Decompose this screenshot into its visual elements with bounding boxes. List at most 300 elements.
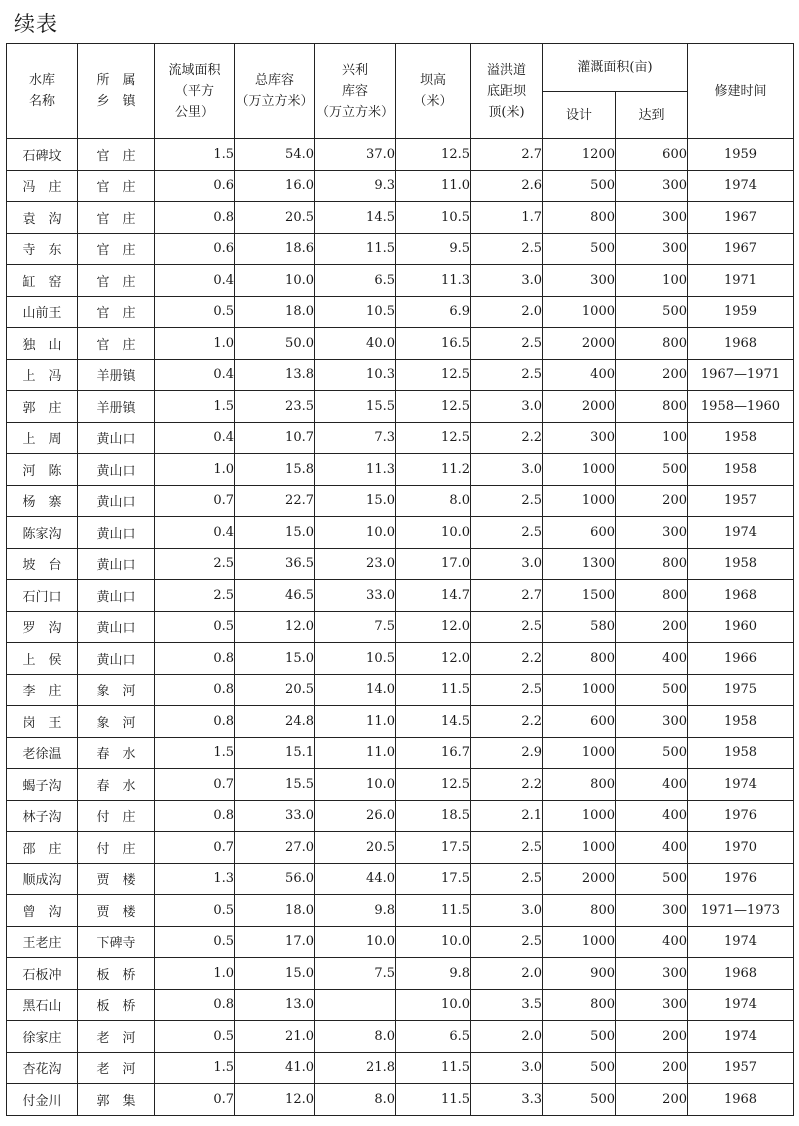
cell-reached: 300 xyxy=(616,233,688,265)
cell-dam-height: 14.5 xyxy=(396,706,471,738)
cell-reached: 100 xyxy=(616,265,688,297)
cell-spillway: 3.0 xyxy=(471,548,543,580)
cell-town: 板 桥 xyxy=(78,958,155,990)
header-name: 水库 名称 xyxy=(7,44,78,139)
table-row xyxy=(7,485,794,517)
cell-total-capacity: 18.6 xyxy=(235,233,315,265)
cell-reached: 400 xyxy=(616,769,688,801)
cell-basin-area: 2.5 xyxy=(155,580,235,612)
cell-town: 官 庄 xyxy=(78,233,155,265)
cell-spillway: 2.1 xyxy=(471,800,543,832)
cell-reached: 400 xyxy=(616,800,688,832)
cell-useful-capacity: 14.0 xyxy=(315,674,396,706)
table-row xyxy=(7,989,794,1021)
cell-dam-height: 6.5 xyxy=(396,1021,471,1053)
cell-basin-area: 0.6 xyxy=(155,170,235,202)
cell-useful-capacity xyxy=(315,989,396,1021)
cell-town: 老 河 xyxy=(78,1021,155,1053)
cell-name: 杨 寨 xyxy=(7,485,78,517)
cell-dam-height: 12.5 xyxy=(396,139,471,171)
cell-town: 官 庄 xyxy=(78,265,155,297)
table-row xyxy=(7,737,794,769)
cell-design: 1200 xyxy=(543,139,616,171)
cell-dam-height: 11.5 xyxy=(396,895,471,927)
cell-dam-height: 8.0 xyxy=(396,485,471,517)
cell-year: 1966 xyxy=(688,643,794,675)
cell-year: 1976 xyxy=(688,863,794,895)
cell-dam-height: 16.7 xyxy=(396,737,471,769)
cell-basin-area: 1.0 xyxy=(155,328,235,360)
cell-total-capacity: 54.0 xyxy=(235,139,315,171)
cell-name: 曾 沟 xyxy=(7,895,78,927)
cell-design: 300 xyxy=(543,265,616,297)
cell-year: 1967—1971 xyxy=(688,359,794,391)
cell-basin-area: 0.8 xyxy=(155,989,235,1021)
cell-reached: 200 xyxy=(616,485,688,517)
cell-basin-area: 1.5 xyxy=(155,391,235,423)
cell-town: 贾 楼 xyxy=(78,863,155,895)
cell-basin-area: 0.5 xyxy=(155,926,235,958)
cell-dam-height: 10.0 xyxy=(396,926,471,958)
cell-year: 1959 xyxy=(688,139,794,171)
table-row xyxy=(7,202,794,234)
reservoir-table xyxy=(6,43,794,1116)
cell-design: 1000 xyxy=(543,926,616,958)
cell-spillway: 2.5 xyxy=(471,674,543,706)
cell-town: 官 庄 xyxy=(78,202,155,234)
cell-dam-height: 11.2 xyxy=(396,454,471,486)
cell-name: 李 庄 xyxy=(7,674,78,706)
cell-year: 1957 xyxy=(688,485,794,517)
cell-design: 500 xyxy=(543,1084,616,1116)
cell-total-capacity: 15.5 xyxy=(235,769,315,801)
cell-reached: 100 xyxy=(616,422,688,454)
cell-town: 羊册镇 xyxy=(78,391,155,423)
cell-name: 独 山 xyxy=(7,328,78,360)
cell-name: 上 侯 xyxy=(7,643,78,675)
cell-reached: 200 xyxy=(616,1021,688,1053)
header-basin-area: 流域面积 （平方 公里） xyxy=(155,44,235,139)
cell-spillway: 2.5 xyxy=(471,517,543,549)
cell-design: 2000 xyxy=(543,391,616,423)
cell-town: 黄山口 xyxy=(78,454,155,486)
cell-year: 1968 xyxy=(688,580,794,612)
cell-basin-area: 0.5 xyxy=(155,296,235,328)
cell-useful-capacity: 37.0 xyxy=(315,139,396,171)
cell-dam-height: 17.5 xyxy=(396,832,471,864)
cell-dam-height: 10.0 xyxy=(396,517,471,549)
cell-spillway: 2.0 xyxy=(471,1021,543,1053)
cell-year: 1974 xyxy=(688,926,794,958)
cell-dam-height: 12.5 xyxy=(396,391,471,423)
cell-useful-capacity: 10.5 xyxy=(315,296,396,328)
cell-design: 800 xyxy=(543,989,616,1021)
cell-total-capacity: 16.0 xyxy=(235,170,315,202)
table-row xyxy=(7,233,794,265)
cell-spillway: 2.2 xyxy=(471,422,543,454)
cell-useful-capacity: 10.0 xyxy=(315,769,396,801)
cell-total-capacity: 41.0 xyxy=(235,1052,315,1084)
cell-basin-area: 0.8 xyxy=(155,800,235,832)
cell-useful-capacity: 10.5 xyxy=(315,643,396,675)
cell-design: 500 xyxy=(543,170,616,202)
cell-design: 800 xyxy=(543,202,616,234)
cell-spillway: 2.5 xyxy=(471,233,543,265)
header-year: 修建时间 xyxy=(688,44,794,139)
cell-total-capacity: 50.0 xyxy=(235,328,315,360)
table-row xyxy=(7,958,794,990)
cell-year: 1970 xyxy=(688,832,794,864)
cell-design: 1000 xyxy=(543,674,616,706)
cell-name: 山前王 xyxy=(7,296,78,328)
cell-dam-height: 10.5 xyxy=(396,202,471,234)
cell-year: 1958 xyxy=(688,422,794,454)
cell-dam-height: 6.9 xyxy=(396,296,471,328)
cell-total-capacity: 20.5 xyxy=(235,202,315,234)
cell-useful-capacity: 7.3 xyxy=(315,422,396,454)
cell-basin-area: 0.7 xyxy=(155,485,235,517)
cell-total-capacity: 15.0 xyxy=(235,517,315,549)
cell-spillway: 2.5 xyxy=(471,328,543,360)
header-total-capacity: 总库容 （万立方米） xyxy=(235,44,315,139)
header-dam-height: 坝高 （米） xyxy=(396,44,471,139)
cell-year: 1957 xyxy=(688,1052,794,1084)
cell-total-capacity: 12.0 xyxy=(235,1084,315,1116)
cell-reached: 400 xyxy=(616,832,688,864)
cell-year: 1976 xyxy=(688,800,794,832)
cell-design: 800 xyxy=(543,769,616,801)
cell-total-capacity: 22.7 xyxy=(235,485,315,517)
cell-year: 1958 xyxy=(688,548,794,580)
cell-reached: 500 xyxy=(616,737,688,769)
cell-reached: 800 xyxy=(616,580,688,612)
cell-basin-area: 1.0 xyxy=(155,958,235,990)
cell-design: 800 xyxy=(543,643,616,675)
cell-town: 黄山口 xyxy=(78,611,155,643)
cell-town: 象 河 xyxy=(78,706,155,738)
cell-design: 2000 xyxy=(543,863,616,895)
cell-town: 春 水 xyxy=(78,737,155,769)
cell-dam-height: 17.0 xyxy=(396,548,471,580)
table-row xyxy=(7,170,794,202)
cell-basin-area: 0.4 xyxy=(155,422,235,454)
cell-dam-height: 18.5 xyxy=(396,800,471,832)
cell-town: 黄山口 xyxy=(78,548,155,580)
cell-reached: 500 xyxy=(616,674,688,706)
cell-town: 黄山口 xyxy=(78,580,155,612)
cell-useful-capacity: 8.0 xyxy=(315,1021,396,1053)
cell-town: 羊册镇 xyxy=(78,359,155,391)
cell-name: 石板冲 xyxy=(7,958,78,990)
cell-spillway: 2.0 xyxy=(471,958,543,990)
cell-basin-area: 2.5 xyxy=(155,548,235,580)
cell-name: 上 周 xyxy=(7,422,78,454)
cell-useful-capacity: 11.0 xyxy=(315,706,396,738)
cell-useful-capacity: 20.5 xyxy=(315,832,396,864)
cell-spillway: 2.7 xyxy=(471,580,543,612)
cell-name: 坡 台 xyxy=(7,548,78,580)
cell-year: 1968 xyxy=(688,328,794,360)
cell-basin-area: 0.7 xyxy=(155,832,235,864)
cell-design: 1000 xyxy=(543,485,616,517)
cell-reached: 200 xyxy=(616,359,688,391)
cell-basin-area: 0.8 xyxy=(155,643,235,675)
cell-total-capacity: 17.0 xyxy=(235,926,315,958)
cell-basin-area: 1.0 xyxy=(155,454,235,486)
cell-year: 1968 xyxy=(688,958,794,990)
cell-design: 1000 xyxy=(543,800,616,832)
cell-reached: 500 xyxy=(616,296,688,328)
cell-design: 580 xyxy=(543,611,616,643)
cell-name: 老徐温 xyxy=(7,737,78,769)
cell-year: 1958 xyxy=(688,706,794,738)
cell-name: 林子沟 xyxy=(7,800,78,832)
cell-total-capacity: 20.5 xyxy=(235,674,315,706)
cell-basin-area: 0.4 xyxy=(155,359,235,391)
cell-name: 付金川 xyxy=(7,1084,78,1116)
cell-reached: 300 xyxy=(616,170,688,202)
cell-dam-height: 12.5 xyxy=(396,422,471,454)
cell-design: 600 xyxy=(543,706,616,738)
table-row xyxy=(7,580,794,612)
cell-useful-capacity: 10.3 xyxy=(315,359,396,391)
cell-town: 官 庄 xyxy=(78,328,155,360)
cell-useful-capacity: 8.0 xyxy=(315,1084,396,1116)
cell-name: 陈家沟 xyxy=(7,517,78,549)
cell-name: 蝎子沟 xyxy=(7,769,78,801)
cell-town: 象 河 xyxy=(78,674,155,706)
cell-total-capacity: 23.5 xyxy=(235,391,315,423)
cell-useful-capacity: 23.0 xyxy=(315,548,396,580)
table-row xyxy=(7,391,794,423)
cell-total-capacity: 46.5 xyxy=(235,580,315,612)
header-town: 所 属 乡 镇 xyxy=(78,44,155,139)
cell-town: 黄山口 xyxy=(78,485,155,517)
cell-spillway: 1.7 xyxy=(471,202,543,234)
cell-reached: 500 xyxy=(616,863,688,895)
cell-basin-area: 0.5 xyxy=(155,895,235,927)
cell-total-capacity: 18.0 xyxy=(235,296,315,328)
cell-design: 800 xyxy=(543,895,616,927)
cell-dam-height: 12.0 xyxy=(396,643,471,675)
cell-spillway: 3.3 xyxy=(471,1084,543,1116)
cell-total-capacity: 15.0 xyxy=(235,958,315,990)
cell-year: 1959 xyxy=(688,296,794,328)
cell-design: 1000 xyxy=(543,454,616,486)
table-row xyxy=(7,674,794,706)
cell-design: 1000 xyxy=(543,737,616,769)
cell-useful-capacity: 40.0 xyxy=(315,328,396,360)
table-row xyxy=(7,611,794,643)
cell-name: 杏花沟 xyxy=(7,1052,78,1084)
cell-town: 黄山口 xyxy=(78,643,155,675)
cell-design: 500 xyxy=(543,233,616,265)
cell-total-capacity: 36.5 xyxy=(235,548,315,580)
header-useful-capacity: 兴利 库容 （万立方米） xyxy=(315,44,396,139)
cell-spillway: 2.5 xyxy=(471,832,543,864)
cell-useful-capacity: 6.5 xyxy=(315,265,396,297)
table-row xyxy=(7,1021,794,1053)
cell-design: 300 xyxy=(543,422,616,454)
cell-design: 1000 xyxy=(543,296,616,328)
cell-total-capacity: 15.8 xyxy=(235,454,315,486)
cell-town: 官 庄 xyxy=(78,296,155,328)
cell-town: 春 水 xyxy=(78,769,155,801)
cell-design: 1500 xyxy=(543,580,616,612)
cell-dam-height: 12.5 xyxy=(396,769,471,801)
table-row xyxy=(7,296,794,328)
cell-dam-height: 12.0 xyxy=(396,611,471,643)
cell-spillway: 2.2 xyxy=(471,769,543,801)
cell-total-capacity: 33.0 xyxy=(235,800,315,832)
cell-dam-height: 10.0 xyxy=(396,989,471,1021)
cell-spillway: 2.7 xyxy=(471,139,543,171)
cell-town: 贾 楼 xyxy=(78,895,155,927)
cell-town: 官 庄 xyxy=(78,139,155,171)
cell-useful-capacity: 7.5 xyxy=(315,958,396,990)
table-row xyxy=(7,139,794,171)
cell-useful-capacity: 15.5 xyxy=(315,391,396,423)
cell-total-capacity: 13.8 xyxy=(235,359,315,391)
cell-basin-area: 0.8 xyxy=(155,706,235,738)
cell-spillway: 2.2 xyxy=(471,643,543,675)
cell-useful-capacity: 11.3 xyxy=(315,454,396,486)
cell-useful-capacity: 11.5 xyxy=(315,233,396,265)
cell-name: 石门口 xyxy=(7,580,78,612)
cell-spillway: 3.5 xyxy=(471,989,543,1021)
cell-useful-capacity: 9.8 xyxy=(315,895,396,927)
cell-name: 河 陈 xyxy=(7,454,78,486)
cell-design: 400 xyxy=(543,359,616,391)
cell-name: 寺 东 xyxy=(7,233,78,265)
cell-name: 徐家庄 xyxy=(7,1021,78,1053)
cell-useful-capacity: 9.3 xyxy=(315,170,396,202)
cell-useful-capacity: 44.0 xyxy=(315,863,396,895)
cell-reached: 800 xyxy=(616,328,688,360)
cell-basin-area: 1.5 xyxy=(155,737,235,769)
header-reached: 达到 xyxy=(616,92,688,139)
cell-total-capacity: 10.7 xyxy=(235,422,315,454)
cell-total-capacity: 24.8 xyxy=(235,706,315,738)
table-header xyxy=(7,44,794,139)
cell-spillway: 2.2 xyxy=(471,706,543,738)
header-irrigation: 灌溉面积(亩) xyxy=(543,44,688,92)
table-row xyxy=(7,769,794,801)
cell-useful-capacity: 11.0 xyxy=(315,737,396,769)
cell-name: 石碑坟 xyxy=(7,139,78,171)
cell-year: 1974 xyxy=(688,170,794,202)
cell-year: 1958—1960 xyxy=(688,391,794,423)
table-row xyxy=(7,895,794,927)
cell-reached: 800 xyxy=(616,391,688,423)
cell-basin-area: 0.7 xyxy=(155,1084,235,1116)
cell-spillway: 2.5 xyxy=(471,485,543,517)
cell-dam-height: 9.8 xyxy=(396,958,471,990)
cell-reached: 300 xyxy=(616,989,688,1021)
cell-dam-height: 11.5 xyxy=(396,1052,471,1084)
cell-design: 500 xyxy=(543,1021,616,1053)
cell-town: 郭 集 xyxy=(78,1084,155,1116)
header-spillway: 溢洪道 底距坝 顶(米) xyxy=(471,44,543,139)
cell-spillway: 2.5 xyxy=(471,359,543,391)
cell-name: 袁 沟 xyxy=(7,202,78,234)
cell-town: 付 庄 xyxy=(78,800,155,832)
cell-reached: 300 xyxy=(616,895,688,927)
cell-name: 王老庄 xyxy=(7,926,78,958)
cell-design: 1300 xyxy=(543,548,616,580)
cell-total-capacity: 12.0 xyxy=(235,611,315,643)
cell-town: 老 河 xyxy=(78,1052,155,1084)
cell-year: 1958 xyxy=(688,454,794,486)
table-row xyxy=(7,1052,794,1084)
cell-dam-height: 14.7 xyxy=(396,580,471,612)
cell-spillway: 3.0 xyxy=(471,265,543,297)
cell-name: 郭 庄 xyxy=(7,391,78,423)
cell-design: 500 xyxy=(543,1052,616,1084)
cell-useful-capacity: 21.8 xyxy=(315,1052,396,1084)
cell-basin-area: 0.8 xyxy=(155,674,235,706)
cell-dam-height: 11.5 xyxy=(396,1084,471,1116)
cell-reached: 200 xyxy=(616,1084,688,1116)
cell-dam-height: 11.0 xyxy=(396,170,471,202)
cell-basin-area: 0.5 xyxy=(155,1021,235,1053)
cell-reached: 200 xyxy=(616,1052,688,1084)
cell-total-capacity: 27.0 xyxy=(235,832,315,864)
cell-year: 1968 xyxy=(688,1084,794,1116)
cell-reached: 400 xyxy=(616,643,688,675)
cell-year: 1971 xyxy=(688,265,794,297)
cell-useful-capacity: 10.0 xyxy=(315,517,396,549)
table-row xyxy=(7,1084,794,1116)
cell-total-capacity: 18.0 xyxy=(235,895,315,927)
table-row xyxy=(7,359,794,391)
cell-total-capacity: 13.0 xyxy=(235,989,315,1021)
cell-total-capacity: 56.0 xyxy=(235,863,315,895)
cell-spillway: 2.0 xyxy=(471,296,543,328)
table-row xyxy=(7,800,794,832)
cell-name: 罗 沟 xyxy=(7,611,78,643)
cell-reached: 300 xyxy=(616,706,688,738)
cell-reached: 300 xyxy=(616,202,688,234)
cell-design: 600 xyxy=(543,517,616,549)
cell-dam-height: 12.5 xyxy=(396,359,471,391)
table-row xyxy=(7,926,794,958)
cell-name: 顺成沟 xyxy=(7,863,78,895)
cell-spillway: 2.5 xyxy=(471,863,543,895)
table-row xyxy=(7,328,794,360)
table-row xyxy=(7,265,794,297)
cell-reached: 600 xyxy=(616,139,688,171)
cell-dam-height: 11.5 xyxy=(396,674,471,706)
cell-name: 冯 庄 xyxy=(7,170,78,202)
cell-dam-height: 11.3 xyxy=(396,265,471,297)
cell-basin-area: 0.4 xyxy=(155,517,235,549)
cell-useful-capacity: 14.5 xyxy=(315,202,396,234)
cell-useful-capacity: 33.0 xyxy=(315,580,396,612)
table-row xyxy=(7,422,794,454)
cell-basin-area: 0.5 xyxy=(155,611,235,643)
cell-year: 1960 xyxy=(688,611,794,643)
table-row xyxy=(7,517,794,549)
cell-spillway: 2.5 xyxy=(471,926,543,958)
cell-year: 1974 xyxy=(688,517,794,549)
cell-town: 黄山口 xyxy=(78,517,155,549)
cell-year: 1975 xyxy=(688,674,794,706)
cell-name: 缸 窑 xyxy=(7,265,78,297)
cell-useful-capacity: 7.5 xyxy=(315,611,396,643)
cell-year: 1974 xyxy=(688,769,794,801)
cell-basin-area: 1.3 xyxy=(155,863,235,895)
